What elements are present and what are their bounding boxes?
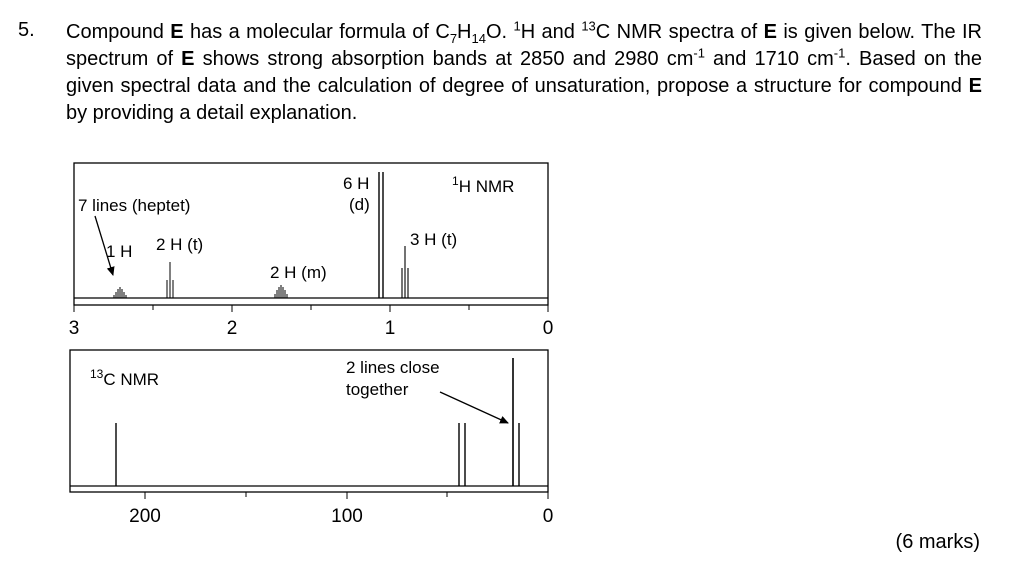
h-axis-tick-3: 3: [68, 318, 80, 339]
question-number: 5.: [18, 19, 35, 41]
h-label-6h-doublet: (d): [349, 195, 370, 214]
c-nmr-title: $^{13}$C NMR: [90, 367, 160, 389]
c-annotation-line1: 2 lines close: [346, 358, 440, 377]
c-axis-tick-100: 100: [331, 506, 363, 527]
h-label-3h-triplet: 3 H (t): [410, 230, 458, 249]
question-text: Compound E has a molecular formula of $C_7H_{14}O$. $^1$H and $^{13}$C NMR spectra of E is given below. The IR spectrum of E shows strong absorption bands at 2850 and 2980 $cm^{-1}$ and 1710 $cm^{-1}$. Based on the given spectral data and the calculation of degree of unsaturation, propose a structure for compound E by providing a detail explanation.: [66, 18, 982, 124]
h-peak-3h-triplet: [402, 246, 408, 298]
h-label-2h-triplet: 2 H (t): [156, 235, 204, 254]
c-annotation-arrow: [440, 392, 508, 423]
h-label-heptet: 7 lines (heptet): [78, 196, 191, 215]
h-axis-tick-0: 0: [542, 318, 554, 339]
h-label-2h-multiplet: 2 H (m): [270, 263, 327, 282]
h-peak-heptet: [114, 287, 126, 298]
c-axis-tick-0: 0: [542, 506, 554, 527]
h-peak-2h-multiplet: [275, 285, 287, 298]
h-nmr-title: $^1$H NMR: [452, 174, 515, 196]
h-axis-tick-1: 1: [384, 318, 396, 339]
c-nmr-axis-ticks: [145, 492, 548, 499]
c-annotation-line2: together: [346, 380, 409, 399]
marks-label: (6 marks): [895, 531, 980, 553]
h-axis-tick-2: 2: [226, 318, 238, 339]
c-nmr-spectrum: [70, 350, 553, 527]
h-label-1h: 1 H: [106, 242, 133, 261]
h-peak-2h-triplet: [167, 262, 173, 298]
h-nmr-axis-ticks: [74, 305, 548, 312]
h-nmr-spectrum: [69, 163, 554, 339]
h-label-6h: 6 H: [343, 174, 370, 193]
h-peak-6h-doublet: [379, 172, 383, 298]
c-axis-tick-200: 200: [129, 506, 161, 527]
